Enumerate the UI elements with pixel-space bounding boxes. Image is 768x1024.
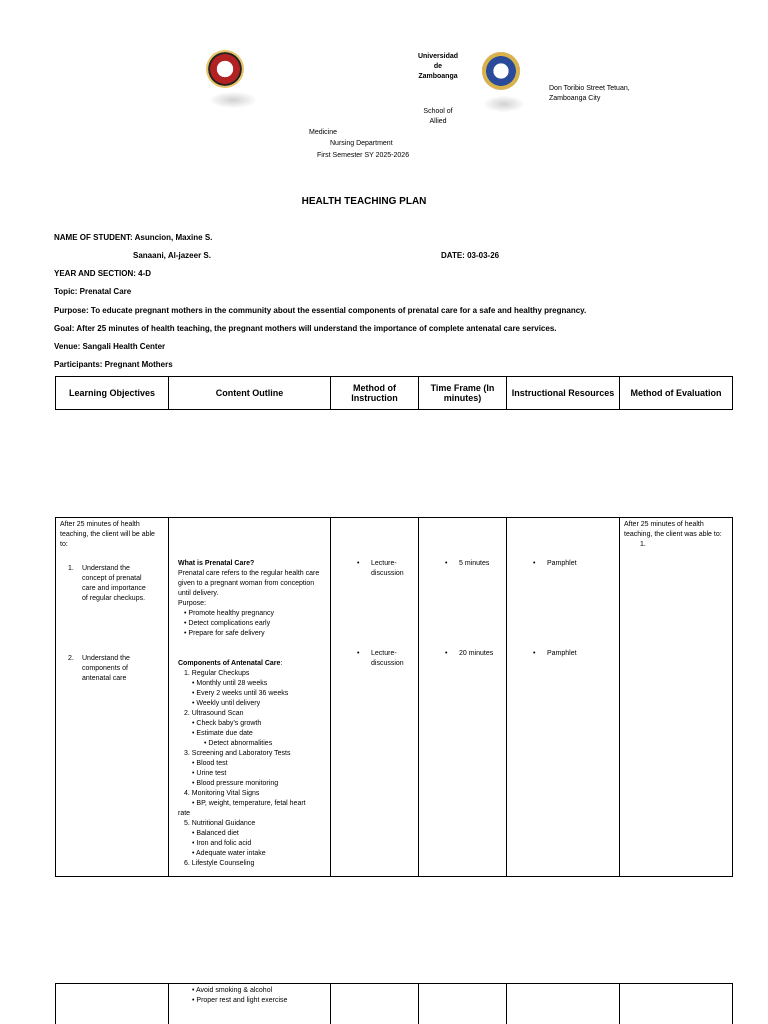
objectives-intro: After 25 minutes of health teaching, the client will be able to:	[60, 521, 155, 548]
list-item: • Adequate water intake	[192, 850, 266, 857]
participants: Participants: Pregnant Mothers	[54, 360, 173, 369]
list-item: • Estimate due date	[192, 730, 253, 737]
goal: Goal: After 25 minutes of health teaching, the pregnant mothers will understand the importance of complete antenatal care services.	[54, 324, 557, 333]
method-cell	[331, 518, 419, 877]
list-item: 4. Monitoring Vital Signs	[184, 790, 260, 797]
school-seal-icon	[206, 50, 244, 88]
content-cell	[169, 518, 331, 877]
topic: Topic: Prenatal Care	[54, 287, 132, 296]
list-item: • Avoid smoking & alcohol	[192, 987, 273, 994]
list-item: • Detect complications early	[184, 620, 271, 627]
method-cell	[331, 984, 419, 1024]
list-item: • Promote healthy pregnancy	[184, 610, 275, 617]
student-name-second: Sanaani, Al-jazeer S.	[133, 251, 211, 260]
header-time-frame: Time Frame (In minutes)	[419, 377, 507, 410]
purpose: Purpose: To educate pregnant mothers in the community about the essential components of prenatal care for a safe and healthy pregnancy.	[54, 306, 587, 315]
list-item: • Proper rest and light exercise	[192, 997, 288, 1004]
list-item: rate	[178, 810, 191, 817]
list-item: 1.	[640, 541, 646, 548]
list-item: • Urine test	[192, 770, 227, 777]
header-learning-objectives: Learning Objectives	[56, 377, 169, 410]
table-row	[56, 984, 733, 1024]
seal-shadow	[484, 96, 524, 112]
evaluation-intro: After 25 minutes of health teaching, the client was able to:	[624, 521, 722, 538]
header-method-of-evaluation: Method of Evaluation	[620, 377, 733, 410]
header-instructional-resources: Instructional Resources	[507, 377, 620, 410]
list-item: • 20 minutes	[445, 650, 494, 657]
content-title-1: What is Prenatal Care?	[178, 560, 255, 567]
time-cell	[419, 984, 507, 1024]
list-item: • Every 2 weeks until 36 weeks	[192, 690, 289, 697]
list-item: 1. Regular Checkups	[184, 670, 250, 677]
list-item: 2. Ultrasound Scan	[184, 710, 244, 717]
list-item: 6. Lifestyle Counseling	[184, 860, 255, 867]
list-item: 2. Understand the components of antenatal care	[68, 655, 130, 682]
objectives-cell	[56, 984, 169, 1024]
evaluation-cell	[620, 984, 733, 1024]
list-item: 3. Screening and Laboratory Tests	[184, 750, 291, 757]
list-item: 5. Nutritional Guidance	[184, 820, 256, 827]
purpose-label: Purpose:	[178, 600, 207, 607]
student-name: NAME OF STUDENT: Asuncion, Maxine S.	[54, 233, 213, 242]
venue: Venue: Sangali Health Center	[54, 342, 166, 351]
list-item: • 5 minutes	[445, 560, 490, 567]
objectives-cell	[56, 518, 169, 877]
resources-cell	[507, 984, 620, 1024]
list-item: • Lecture-discussion	[357, 650, 404, 667]
list-item: • Weekly until delivery	[192, 700, 261, 707]
list-item: • Lecture-discussion	[357, 560, 404, 577]
list-item: • Iron and folic acid	[192, 840, 252, 847]
list-item: • Balanced diet	[192, 830, 239, 837]
address: Don Toribio Street Tetuan, Zamboanga City	[549, 85, 630, 102]
school-name: Universidad de Zamboanga	[417, 53, 459, 80]
nursing-seal-icon	[482, 52, 520, 90]
content-cell	[169, 984, 331, 1024]
table-continued	[55, 983, 733, 1024]
list-item: • Check baby’s growth	[192, 720, 262, 727]
list-item: • Prepare for safe delivery	[184, 630, 265, 637]
content-title-2: Components of Antenatal Care:	[178, 660, 283, 667]
seal-shadow	[210, 92, 256, 108]
list-item: • Blood pressure monitoring	[192, 780, 279, 787]
table-header	[55, 376, 733, 410]
date: DATE: 03-03-26	[441, 251, 500, 260]
list-item: • Pamphlet	[533, 560, 577, 567]
list-item: • Detect abnormalities	[204, 740, 273, 747]
year-section: YEAR AND SECTION: 4-D	[54, 269, 152, 278]
resources-cell	[507, 518, 620, 877]
list-item: • Monthly until 28 weeks	[192, 680, 268, 687]
content-text-1: Prenatal care refers to the regular health care given to a pregnant woman from conception until delivery.	[178, 570, 320, 597]
page-title: HEALTH TEACHING PLAN	[301, 196, 427, 207]
time-cell	[419, 518, 507, 877]
header-method-of-instruction: Method of Instruction	[331, 377, 419, 410]
list-item: 1. Understand the concept of prenatal care and importance of regular checkups.	[68, 565, 146, 602]
department-label: Nursing Department	[330, 140, 393, 147]
medicine-label: Medicine	[309, 129, 338, 136]
list-item: • BP, weight, temperature, fetal heart	[192, 800, 306, 807]
list-item: • Pamphlet	[533, 650, 577, 657]
table-row	[56, 518, 733, 877]
content-lines	[178, 669, 326, 869]
evaluation-cell	[620, 518, 733, 877]
school-of: School of Allied	[423, 108, 453, 125]
list-item: • Blood test	[192, 760, 228, 767]
semester-label: First Semester SY 2025-2026	[317, 152, 410, 159]
header-content-outline: Content Outline	[169, 377, 331, 410]
table-body	[55, 517, 733, 877]
